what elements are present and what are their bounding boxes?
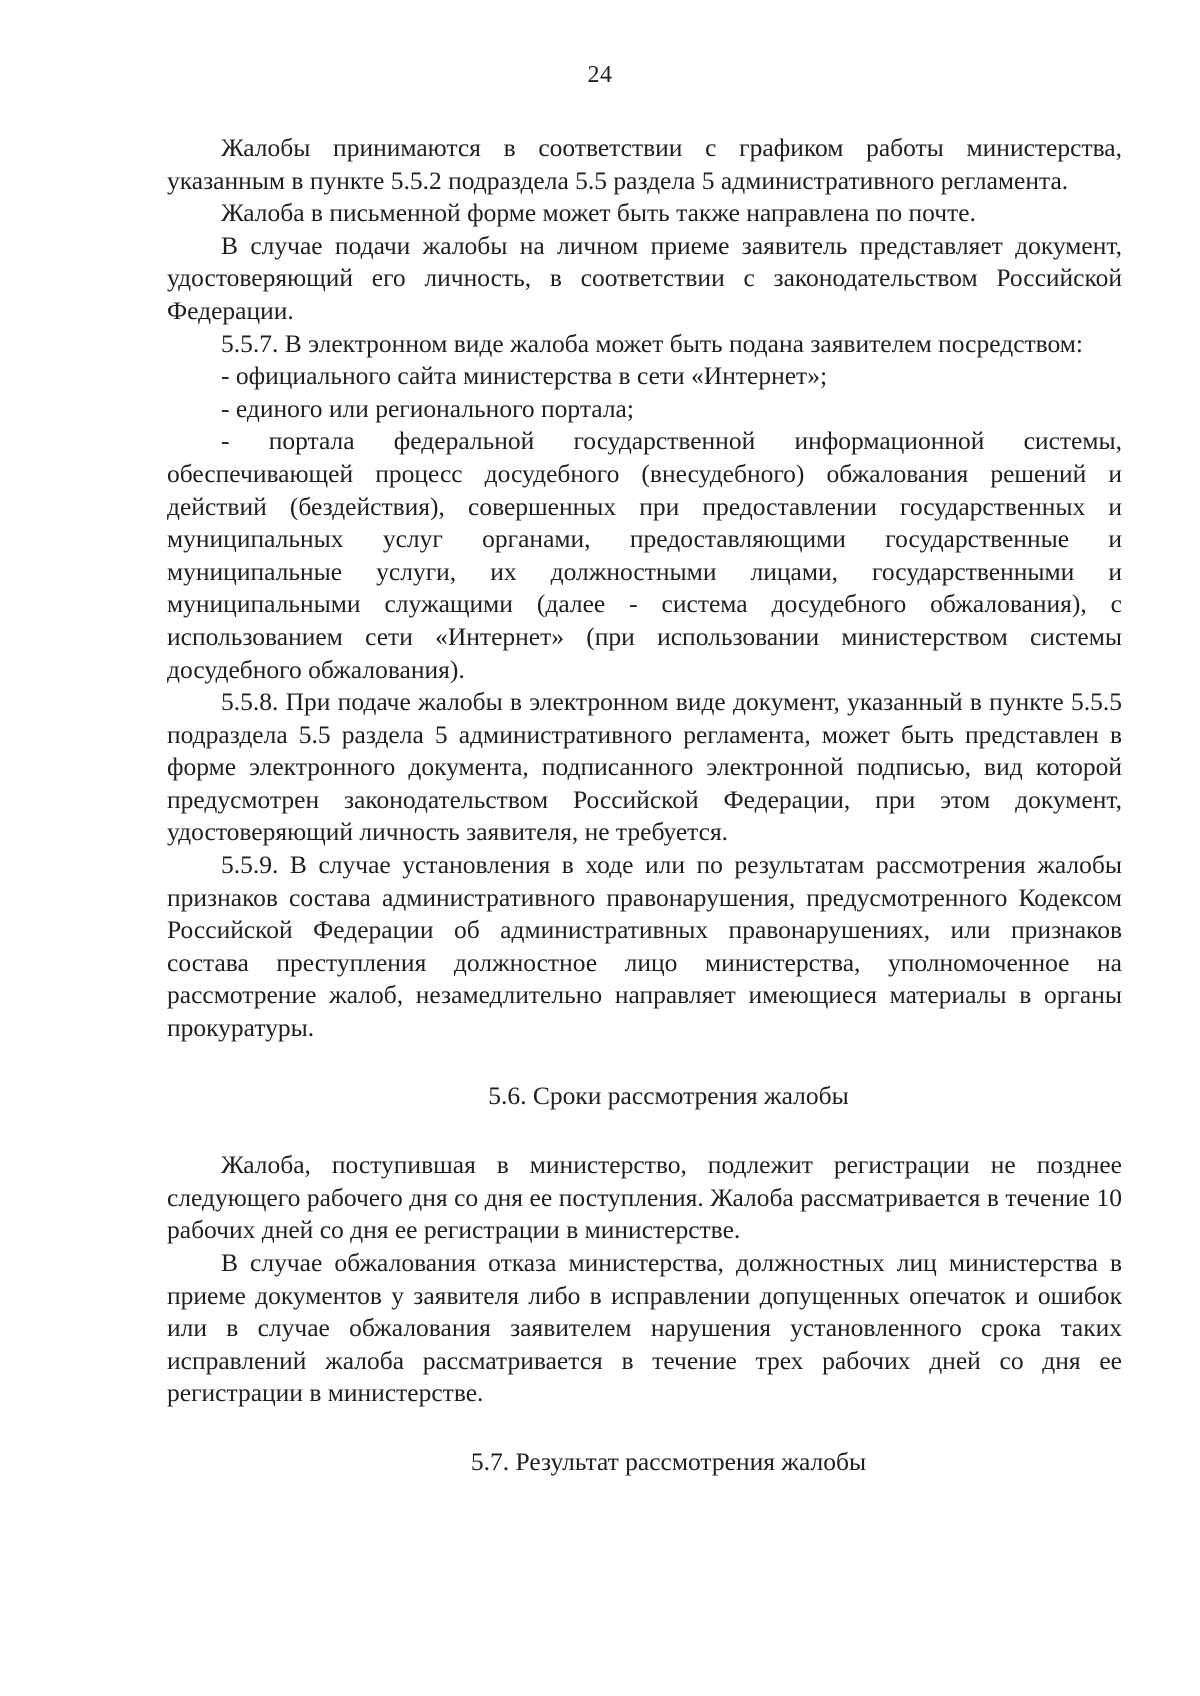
- document-body: [167, 132, 1122, 1479]
- paragraph: Жалобы принимаются в соответствии с графиком работы министерства, указанным в пункте 5.5.2 подраздела 5.5 раздела 5 административного регламента.: [167, 133, 1122, 195]
- paragraph: Жалоба, поступившая в министерство, подлежит регистрации не позднее следующего рабочего дня со дня ее поступления. Жалоба рассматривается в течение 10 рабочих дней со дня ее регистрации в министерстве.: [167, 1150, 1122, 1245]
- paragraph-5-5-7: 5.5.7. В электронном виде жалоба может быть подана заявителем посредством:: [221, 328, 1084, 358]
- page-number: 24: [587, 62, 613, 88]
- section-heading-5-7: 5.7. Результат рассмотрения жалобы: [470, 1446, 867, 1476]
- section-heading-5-6: 5.6. Сроки рассмотрения жалобы: [488, 1080, 849, 1110]
- paragraph-5-5-9: 5.5.9. В случае установления в ходе или по результатам рассмотрения жалобы признаков состава административного правонарушения, предусмотренного Кодексом Российской Федерации об административных правонарушениях, или признаков состава преступления должностное лицо министерства, уполномоченное на рассмотрение жалоб, незамедлительно направляет имеющиеся материалы в органы прокуратуры.: [167, 850, 1122, 1043]
- paragraph: В случае обжалования отказа министерства, должностных лиц министерства в приеме документов у заявителя либо в исправлении допущенных опечаток и ошибок или в случае обжалования заявителем нарушения установленного срока таких исправлений жалоба рассматривается в течение трех рабочих дней со дня ее регистрации в министерстве.: [167, 1248, 1122, 1408]
- list-item: - портала федеральной государственной информационной системы, обеспечивающей процесс досудебного (внесудебного) обжалования решений и действий (бездействия), совершенных при предоставлении государственных и муниципальных услуг органами, предоставляющими государственные и муниципальные услуги, их должностными лицами, государственными и муниципальными служащими (далее - система досудебного обжалования), с использованием сети «Интернет» (при использовании министерством системы досудебного обжалования).: [167, 426, 1122, 684]
- paragraph: В случае подачи жалобы на личном приеме заявитель представляет документ, удостоверяющий его личность, в соответствии с законодательством Российской Федерации.: [167, 230, 1122, 325]
- paragraph-5-5-8: 5.5.8. При подаче жалобы в электронном виде документ, указанный в пункте 5.5.5 подраздела 5.5 раздела 5 административного регламента, может быть представлен в форме электронного документа, подписанного электронной подписью, вид которой предусмотрен законодательством Российской Федерации, при этом документ, удостоверяющий личность заявителя, не требуется.: [167, 687, 1122, 847]
- paragraph: Жалоба в письменной форме может быть также направлена по почте.: [221, 198, 976, 228]
- list-item: - официального сайта министерства в сети «Интернет»;: [221, 361, 828, 391]
- list-item: - единого или регионального портала;: [221, 393, 634, 423]
